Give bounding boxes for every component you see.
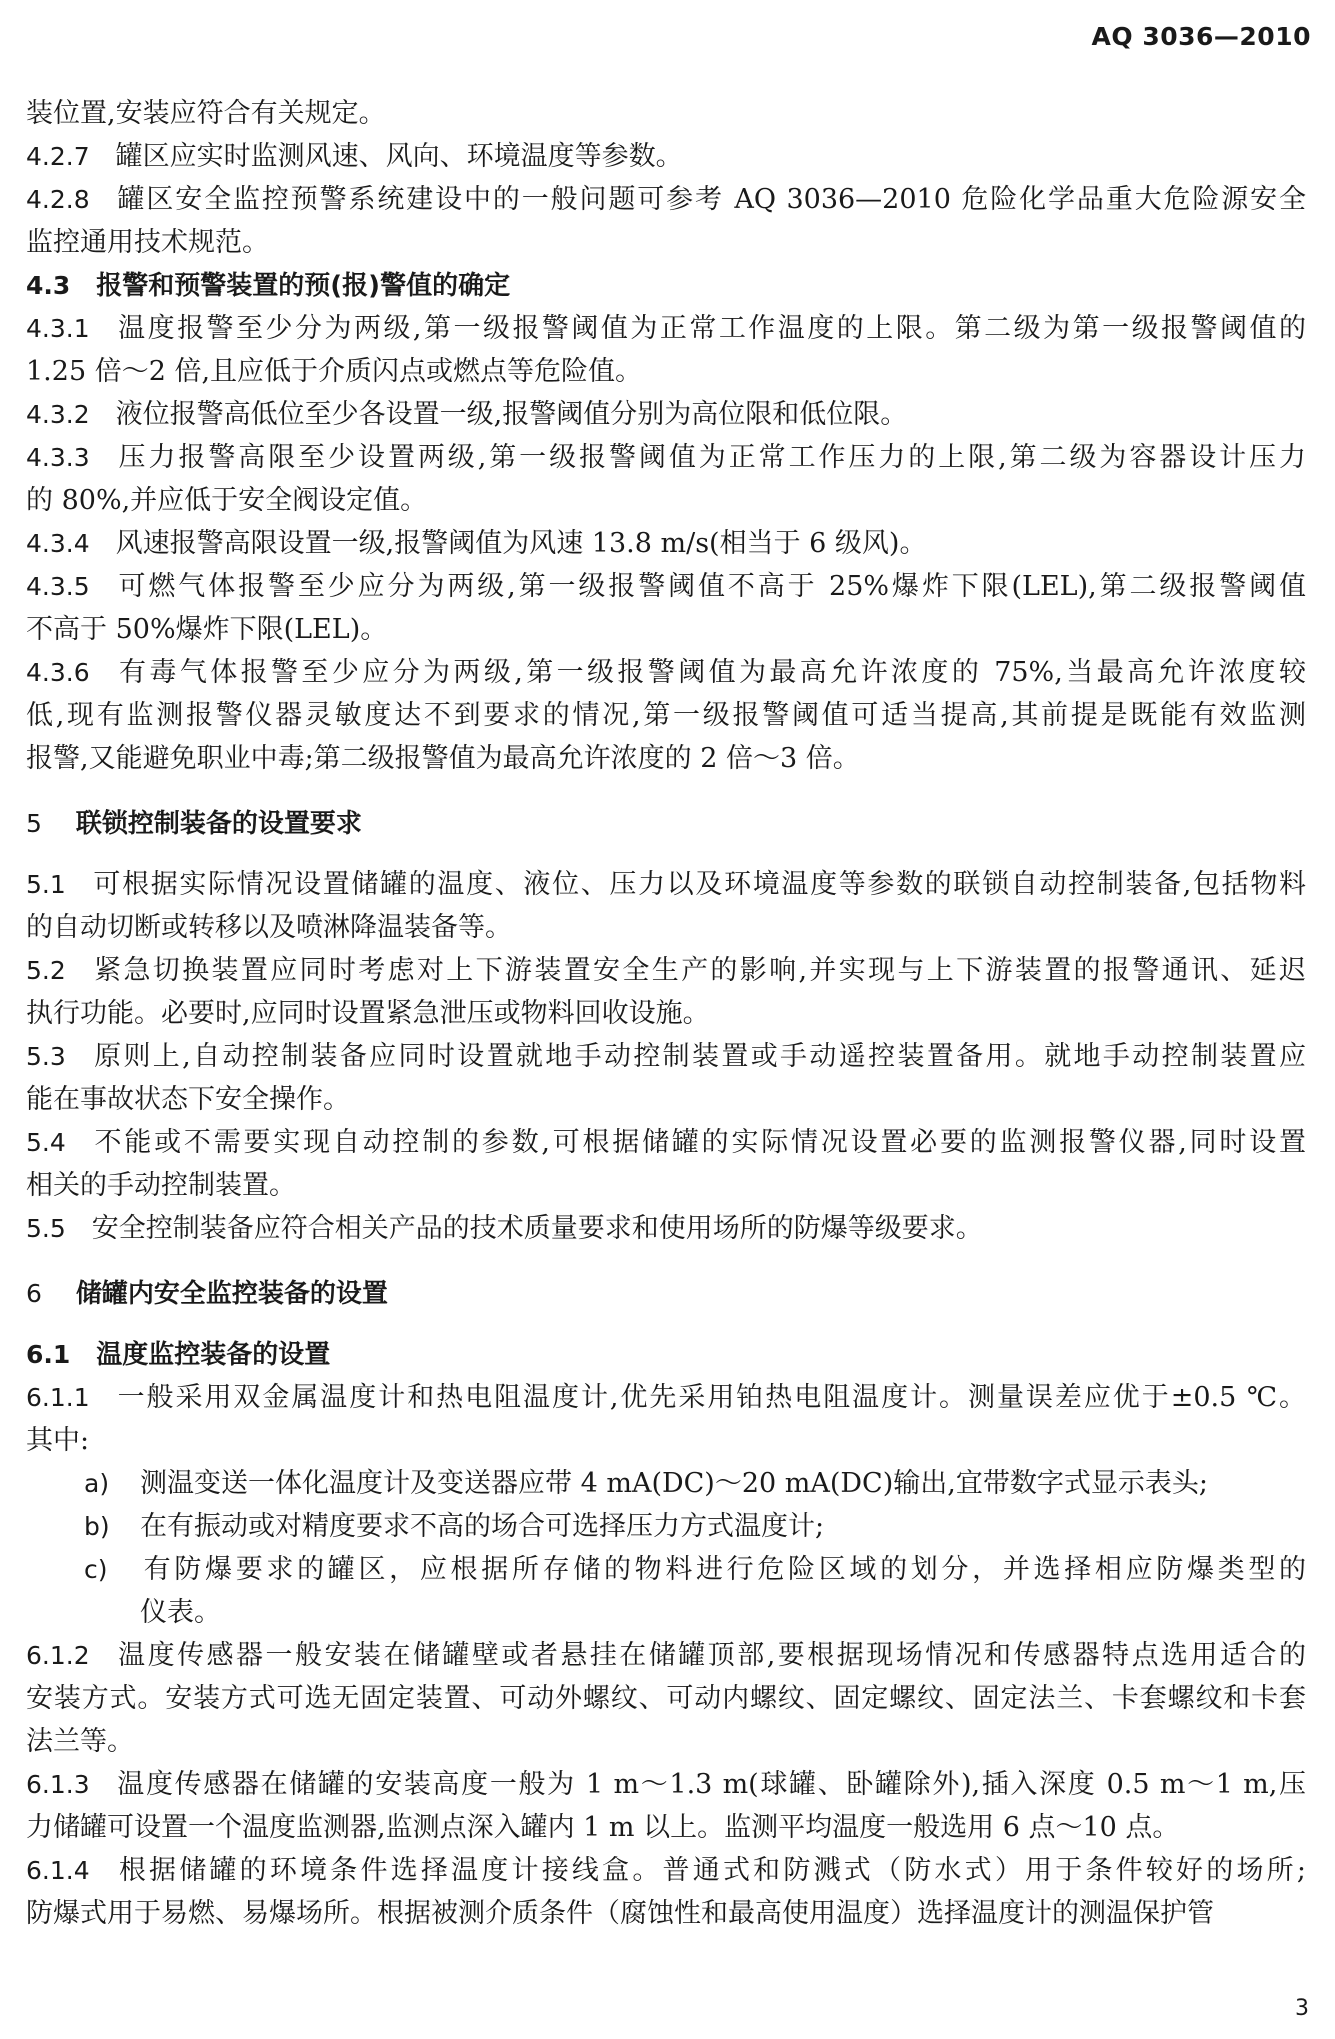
list-item-label: b) <box>84 1512 110 1541</box>
heading-title: 储罐内安全监控装备的设置 <box>75 1279 388 1309</box>
clause-text: 根据储罐的环境条件选择温度计接线盒。普通式和防溅式（防水式）用于条件较好的场所; <box>115 1855 1306 1886</box>
clause-text: 有毒气体报警至少应分为两级,第一级报警阈值为最高允许浓度的 75%,当最高允许浓度较 <box>115 657 1306 688</box>
subsection-heading <box>26 264 1306 307</box>
heading-number: 4.3 <box>26 271 71 300</box>
clause-text: 安全控制装备应符合相关产品的技术质量要求和使用场所的防爆等级要求。 <box>91 1213 983 1244</box>
clause-number: 4.3.2 <box>26 400 90 429</box>
clause-text: 力储罐可设置一个温度监测器,监测点深入罐内 1 m 以上。监测平均温度一般选用 6 点～10 点。 <box>26 1812 1180 1843</box>
heading-title: 温度监控装备的设置 <box>96 1340 331 1370</box>
clause-line <box>26 393 1306 436</box>
clause-line <box>26 1164 1306 1207</box>
list-item-line <box>26 1548 1306 1591</box>
clause-text: 防爆式用于易燃、易爆场所。根据被测介质条件（腐蚀性和最高使用温度）选择温度计的测温保护管 <box>26 1898 1214 1929</box>
clause-number: 5.2 <box>26 956 66 985</box>
clause-text: 的自动切断或转移以及喷淋降温装备等。 <box>26 912 512 943</box>
clause-line <box>26 1892 1306 1935</box>
paragraph-continuation: 装位置,安装应符合有关规定。 <box>26 98 386 129</box>
clause-line <box>26 906 1306 949</box>
clause-line <box>26 608 1306 651</box>
clause-text: 低,现有监测报警仪器灵敏度达不到要求的情况,第一级报警阈值可适当提高,其前提是既能有效监测 <box>26 700 1306 731</box>
clause-text: 液位报警高低位至少各设置一级,报警阈值分别为高位限和低位限。 <box>115 399 908 430</box>
clause-line <box>26 522 1306 565</box>
list-item-label: a) <box>84 1469 110 1498</box>
clause-line <box>26 1419 1306 1462</box>
clause-number: 5.5 <box>26 1214 66 1243</box>
clause-line <box>26 221 1306 264</box>
clause-line <box>26 1078 1306 1121</box>
heading-number: 5 <box>26 809 42 838</box>
clause-text: 罐区应实时监测风速、风向、环境温度等参数。 <box>115 141 683 172</box>
clause-number: 4.3.5 <box>26 572 90 601</box>
clause-text: 原则上,自动控制装备应同时设置就地手动控制装置或手动遥控装置备用。就地手动控制装置应 <box>91 1041 1306 1072</box>
clause-line <box>26 1207 1306 1250</box>
heading-number: 6.1 <box>26 1340 71 1369</box>
list-item-line <box>26 1505 1306 1548</box>
clause-line <box>26 436 1306 479</box>
clause-text: 温度报警至少分为两级,第一级报警阈值为正常工作温度的上限。第二级为第一级报警阈值的 <box>115 313 1306 344</box>
list-item-line <box>26 1462 1306 1505</box>
clause-line <box>26 1634 1306 1677</box>
list-item-label: c) <box>84 1555 108 1584</box>
clause-text: 监控通用技术规范。 <box>26 227 269 258</box>
clause-line <box>26 1763 1306 1806</box>
clause-number: 4.3.1 <box>26 314 90 343</box>
clause-line <box>26 350 1306 393</box>
clause-line <box>26 694 1306 737</box>
list-item-text: 在有振动或对精度要求不高的场合可选择压力方式温度计; <box>140 1511 825 1542</box>
clause-line <box>26 949 1306 992</box>
clause-text: 紧急切换装置应同时考虑对上下游装置安全生产的影响,并实现与上下游装置的报警通讯、延迟 <box>91 955 1306 986</box>
list-item-text: 仪表。 <box>140 1597 221 1628</box>
section-heading <box>26 1272 1306 1315</box>
clause-text: 法兰等。 <box>26 1726 134 1757</box>
clause-text: 不高于 50%爆炸下限(LEL)。 <box>26 614 388 645</box>
heading-title: 报警和预警装置的预(报)警值的确定 <box>96 271 511 301</box>
clause-number: 6.1.4 <box>26 1856 90 1885</box>
clause-text: 安装方式。安装方式可选无固定装置、可动外螺纹、可动内螺纹、固定螺纹、固定法兰、卡套螺纹和卡套 <box>26 1683 1306 1714</box>
clause-text: 相关的手动控制装置。 <box>26 1170 296 1201</box>
clause-number: 4.3.3 <box>26 443 90 472</box>
clause-line <box>26 178 1306 221</box>
clause-number: 4.2.7 <box>26 142 90 171</box>
clause-number: 4.2.8 <box>26 185 90 214</box>
section-heading <box>26 802 1306 845</box>
clause-text: 压力报警高限至少设置两级,第一级报警阈值为正常工作压力的上限,第二级为容器设计压力 <box>115 442 1306 473</box>
clause-text: 不能或不需要实现自动控制的参数,可根据储罐的实际情况设置必要的监测报警仪器,同时设置 <box>91 1127 1306 1158</box>
clause-text: 罐区安全监控预警系统建设中的一般问题可参考 AQ 3036—2010 危险化学品重大危险源安全 <box>115 184 1306 215</box>
document-body <box>26 92 1306 1935</box>
clause-line <box>26 1849 1306 1892</box>
clause-text: 一般采用双金属温度计和热电阻温度计,优先采用铂热电阻温度计。测量误差应优于±0.5 ℃。 <box>115 1382 1306 1413</box>
clause-number: 5.4 <box>26 1128 66 1157</box>
clause-text: 其中: <box>26 1425 90 1456</box>
clause-line <box>26 863 1306 906</box>
clause-line <box>26 479 1306 522</box>
subsection-heading <box>26 1333 1306 1376</box>
list-item-line <box>26 1591 1306 1634</box>
clause-text: 执行功能。必要时,应同时设置紧急泄压或物料回收设施。 <box>26 998 710 1029</box>
clause-text: 风速报警高限设置一级,报警阈值为风速 13.8 m/s(相当于 6 级风)。 <box>115 528 927 559</box>
clause-text: 可燃气体报警至少应分为两级,第一级报警阈值不高于 25%爆炸下限(LEL),第二级报警阈值 <box>115 571 1306 602</box>
list-item-text: 测温变送一体化温度计及变送器应带 4 mA(DC)～20 mA(DC)输出,宜带数字式显示表头; <box>140 1468 1208 1499</box>
clause-line <box>26 565 1306 608</box>
clause-line <box>26 307 1306 350</box>
list-item-text: 有防爆要求的罐区，应根据所存储的物料进行危险区域的划分，并选择相应防爆类型的 <box>140 1554 1306 1585</box>
clause-line <box>26 135 1306 178</box>
clause-number: 6.1.1 <box>26 1383 90 1412</box>
clause-line <box>26 737 1306 780</box>
clause-number: 6.1.3 <box>26 1770 90 1799</box>
clause-line <box>26 1121 1306 1164</box>
clause-line <box>26 1035 1306 1078</box>
clause-line <box>26 1376 1306 1419</box>
clause-text: 报警,又能避免职业中毒;第二级报警值为最高允许浓度的 2 倍～3 倍。 <box>26 743 860 774</box>
page-number: 3 <box>1295 1996 1309 2021</box>
clause-number: 5.1 <box>26 870 66 899</box>
clause-text: 温度传感器在储罐的安装高度一般为 1 m～1.3 m(球罐、卧罐除外),插入深度 0.5 m～1 m,压 <box>115 1769 1306 1800</box>
clause-line <box>26 1720 1306 1763</box>
clause-text: 1.25 倍～2 倍,且应低于介质闪点或燃点等危险值。 <box>26 356 643 387</box>
clause-number: 4.3.4 <box>26 529 90 558</box>
heading-title: 联锁控制装备的设置要求 <box>75 809 362 839</box>
clause-line <box>26 992 1306 1035</box>
clause-number: 4.3.6 <box>26 658 90 687</box>
clause-number: 6.1.2 <box>26 1641 90 1670</box>
heading-number: 6 <box>26 1279 42 1308</box>
clause-text: 可根据实际情况设置储罐的温度、液位、压力以及环境温度等参数的联锁自动控制装备,包括物料 <box>91 869 1306 900</box>
clause-text: 温度传感器一般安装在储罐壁或者悬挂在储罐顶部,要根据现场情况和传感器特点选用适合的 <box>115 1640 1306 1671</box>
clause-text: 能在事故状态下安全操作。 <box>26 1084 350 1115</box>
clause-number: 5.3 <box>26 1042 66 1071</box>
document-code: AQ 3036—2010 <box>1091 22 1311 51</box>
clause-line <box>26 651 1306 694</box>
clause-text: 的 80%,并应低于安全阀设定值。 <box>26 485 428 516</box>
clause-line <box>26 1806 1306 1849</box>
clause-line <box>26 1677 1306 1720</box>
